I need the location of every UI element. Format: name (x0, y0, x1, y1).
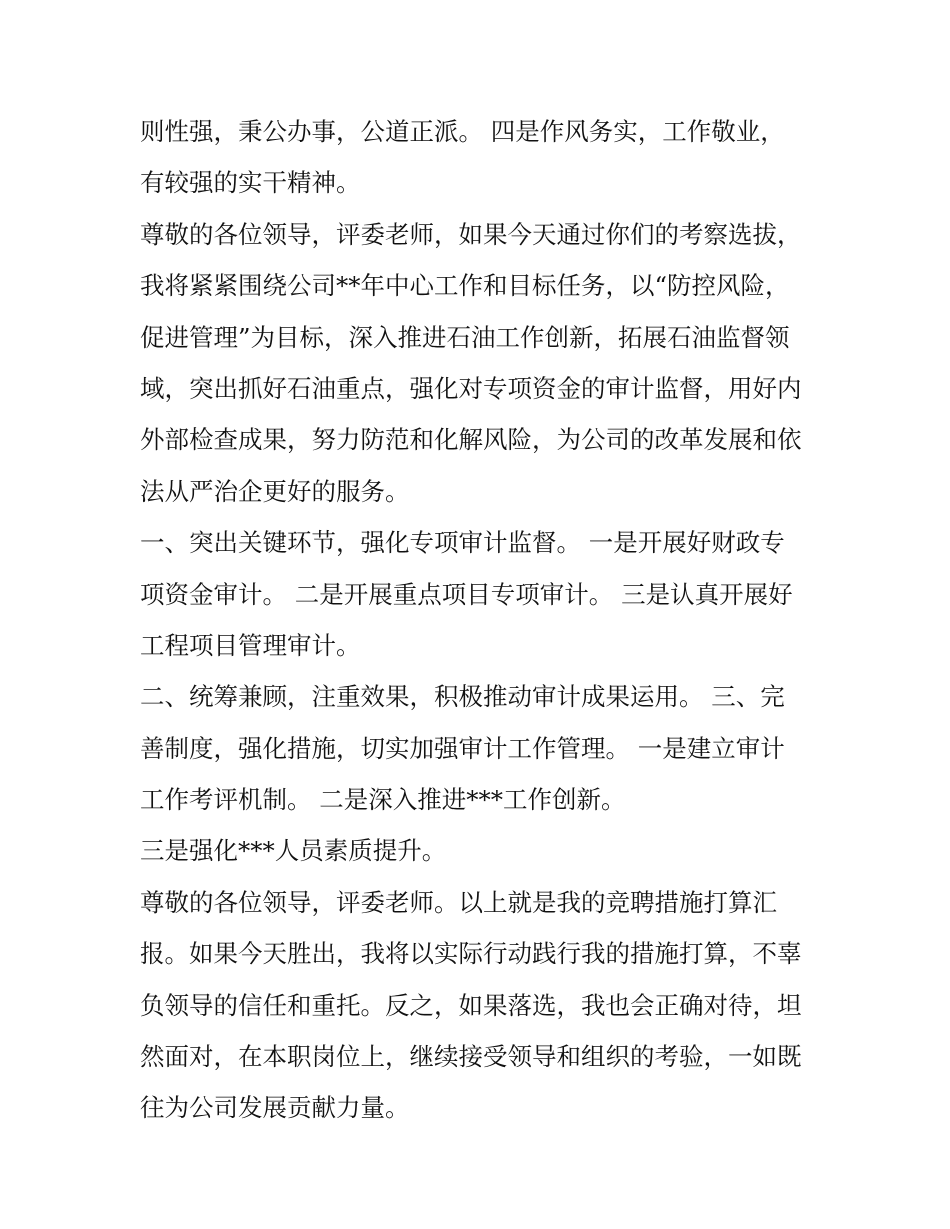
text-line: 工程项目管理审计。 (140, 630, 361, 660)
text-line: 项资金审计。 二是开展重点项目专项审计。 三是认真开展好 (140, 579, 793, 609)
text-line: 善制度，强化措施，切实加强审计工作管理。 一是建立审计 (140, 733, 785, 763)
text-line: 则性强，秉公办事，公道正派。 四是作风务实，工作敬业， (140, 117, 785, 146)
text-line: 工作考评机制。 二是深入推进***工作创新。 (140, 785, 626, 815)
text-line: 三是强化***人员素质提升。 (140, 836, 447, 866)
text-line: 然面对，在本职岗位上，继续接受领导和组织的考验，一如既 (140, 1042, 802, 1072)
text-line: 二、统筹兼顾，注重效果，积极推动审计成果运用。 三、完 (140, 682, 785, 712)
document-body (140, 106, 830, 1134)
text-line: 促进管理”为目标，深入推进石油工作创新，拓展石油监督领 (140, 322, 790, 352)
text-line: 我将紧紧围绕公司**年中心工作和目标任务，以“防控风险， (140, 271, 790, 301)
text-line: 报。如果今天胜出，我将以实际行动践行我的措施打算，不辜 (140, 939, 802, 969)
text-line: 往为公司发展贡献力量。 (140, 1093, 410, 1123)
text-line: 域，突出抓好石油重点，强化对专项资金的审计监督，用好内 (140, 373, 802, 403)
text-line: 一、突出关键环节，强化专项审计监督。 一是开展好财政专 (140, 528, 785, 558)
text-line: 负领导的信任和重托。反之，如果落选，我也会正确对待，坦 (140, 990, 802, 1020)
text-line: 法从严治企更好的服务。 (140, 476, 410, 506)
text-line: 外部检查成果，努力防范和化解风险，为公司的改革发展和依 (140, 425, 802, 455)
text-line: 尊敬的各位领导，评委老师。以上就是我的竞聘措施打算汇 (140, 887, 777, 917)
text-line: 有较强的实干精神。 (140, 168, 361, 198)
text-line: 尊敬的各位领导，评委老师，如果今天通过你们的考察选拔， (140, 219, 802, 249)
